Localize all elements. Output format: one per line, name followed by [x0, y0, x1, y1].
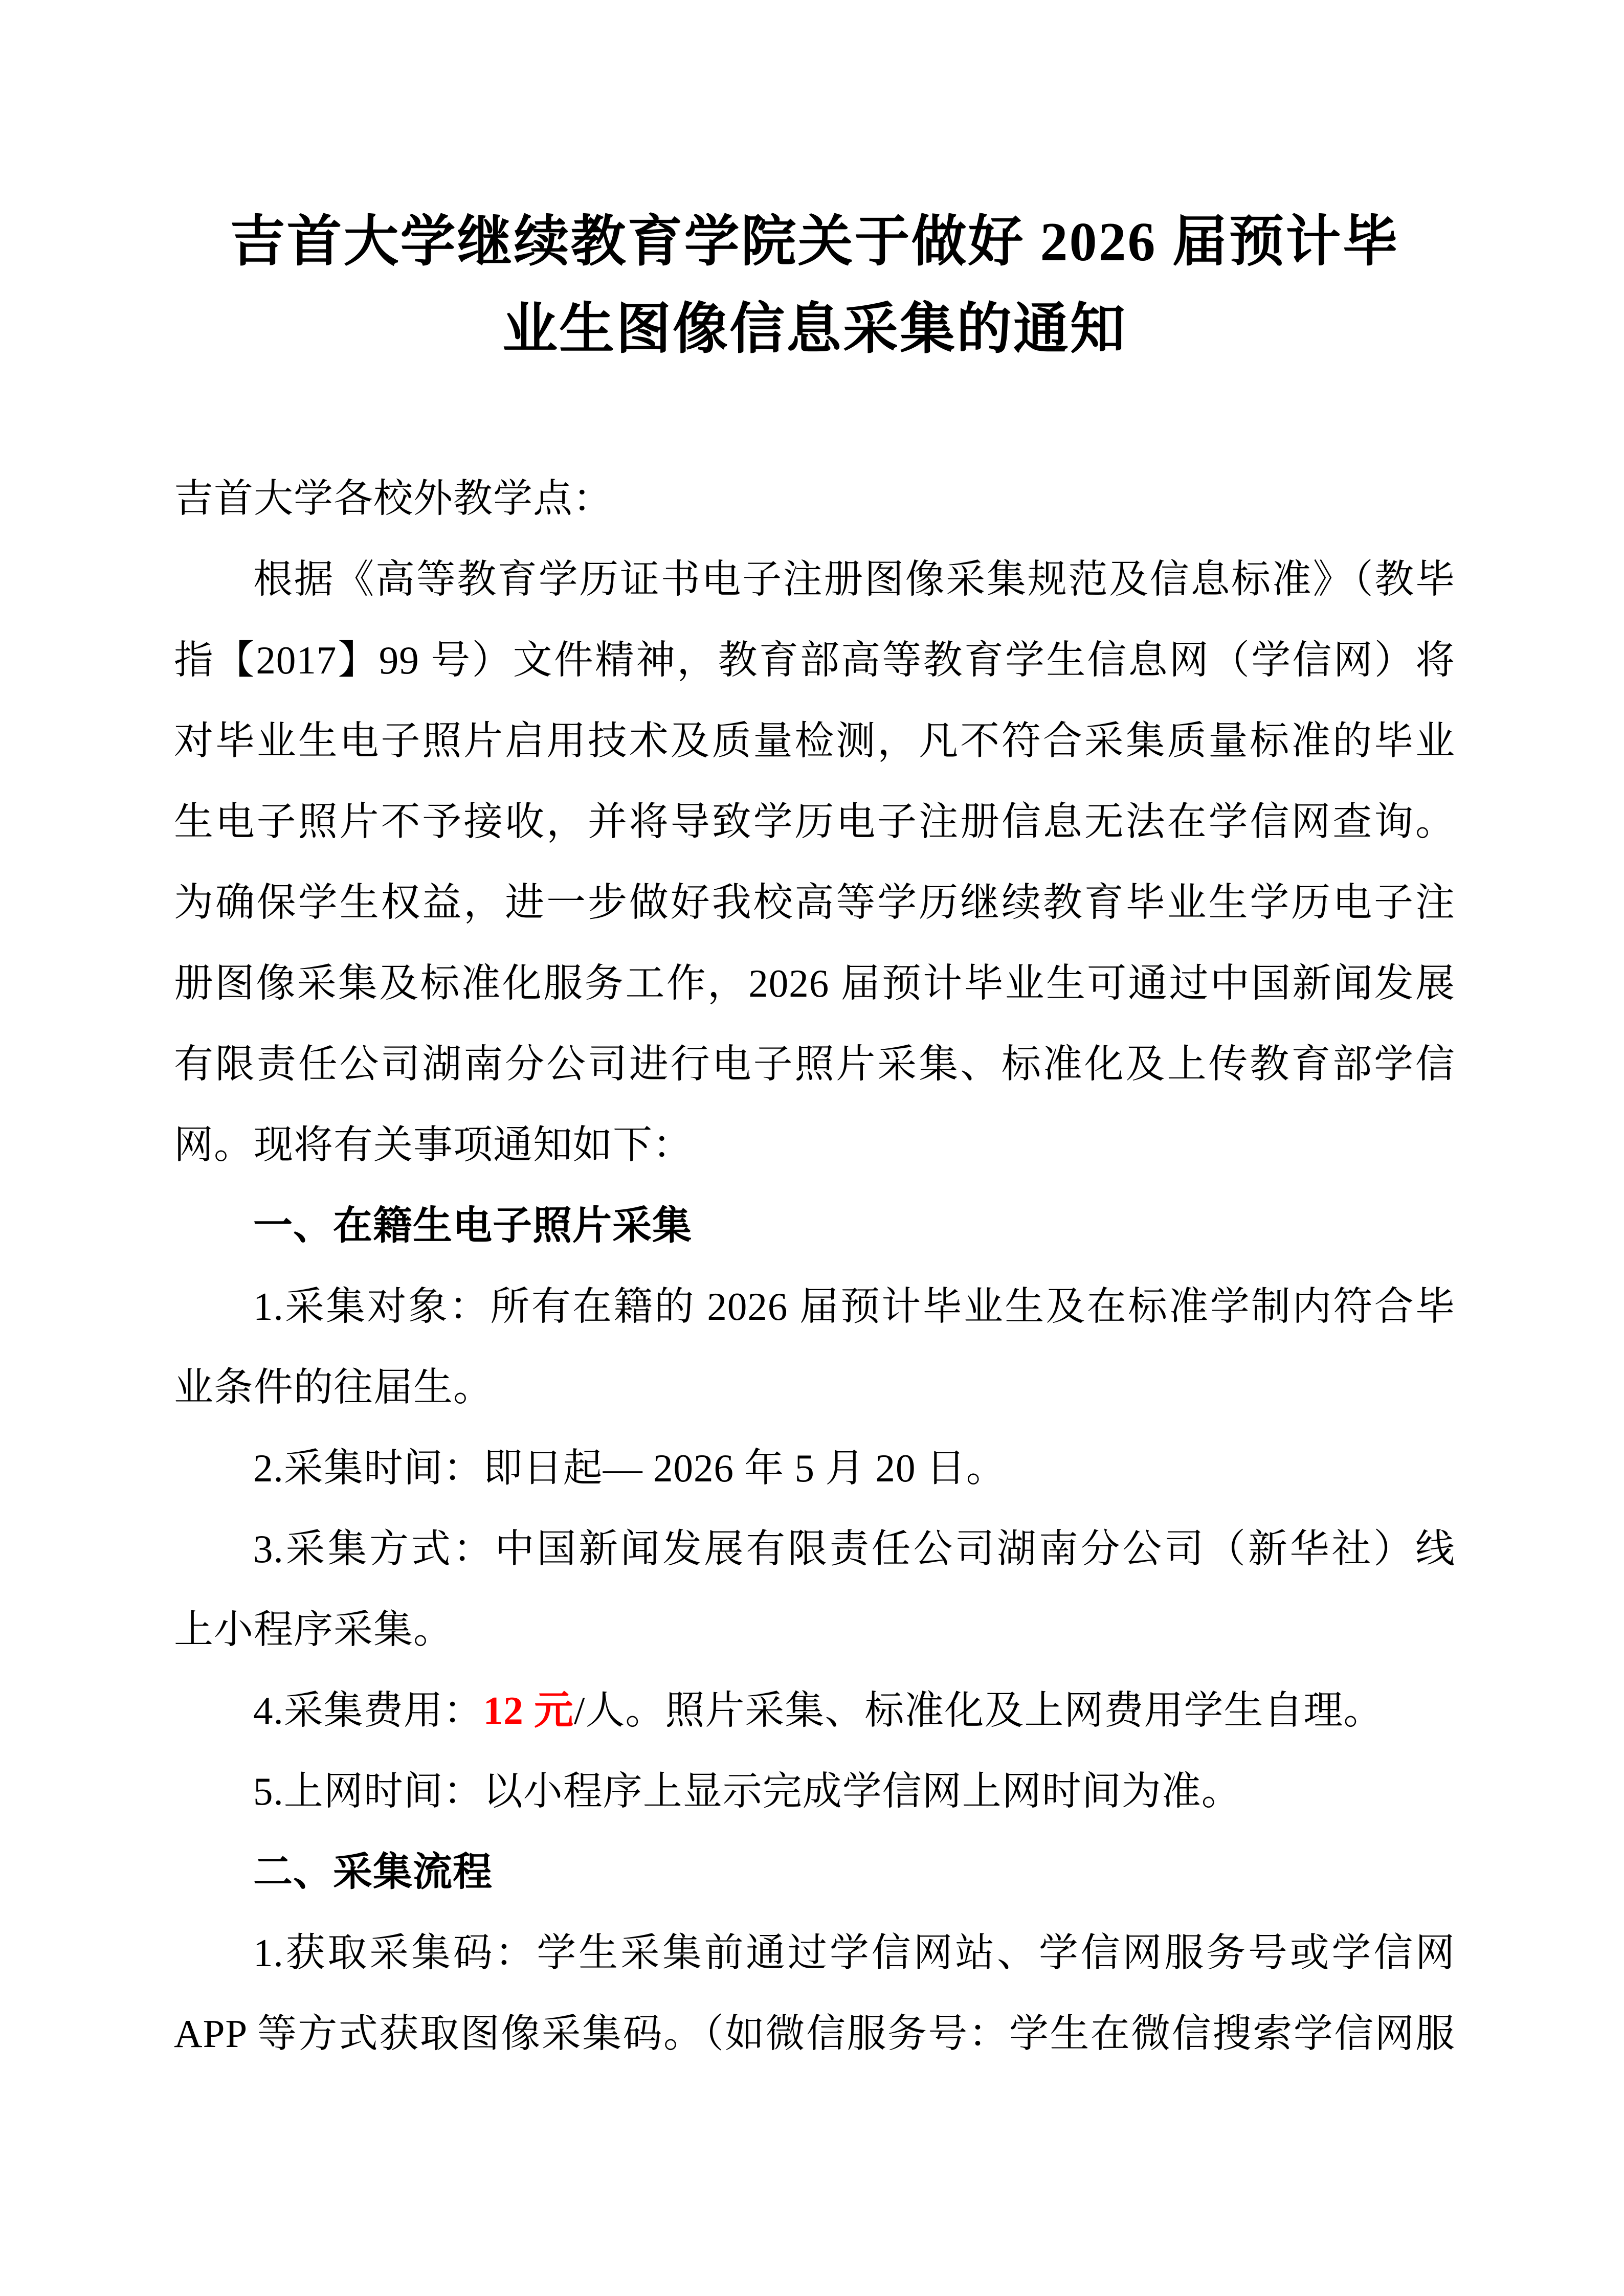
intro-line-8: 网。现将有关事项通知如下： [174, 1123, 693, 1167]
section-1-item-4 [174, 1670, 1455, 1751]
section-1-item-1-line-2: 业条件的往届生。 [174, 1365, 493, 1409]
section-2-heading: 二、采集流程 [253, 1850, 493, 1894]
intro-line-6: 册图像采集及标准化服务工作，2026 届预计毕业生可通过中国新闻发展 [174, 961, 1455, 1005]
intro-line-5: 为确保学生权益，进一步做好我校高等学历继续教育毕业生学历电子注 [174, 881, 1455, 925]
section-1-item-2: 2.采集时间：即日起— 2026 年 5 月 20 日。 [253, 1446, 1006, 1490]
intro-line-7: 有限责任公司湖南分公司进行电子照片采集、标准化及上传教育部学信 [174, 1042, 1455, 1086]
salutation: 吉首大学各校外教学点： [174, 477, 613, 521]
intro-line-2: 指【2017】99 号）文件精神，教育部高等教育学生信息网（学信网）将 [174, 638, 1455, 682]
section-1-item-5: 5.上网时间：以小程序上显示完成学信网上网时间为准。 [253, 1769, 1241, 1813]
fee-label: 4.采集费用： [253, 1689, 483, 1732]
title-line-1: 吉首大学继续教育学院关于做好 2026 届预计毕 [230, 212, 1399, 273]
fee-amount: 12 元 [483, 1689, 574, 1732]
intro-line-3: 对毕业生电子照片启用技术及质量检测，凡不符合采集质量标准的毕业 [174, 719, 1455, 763]
section-1-item-3-line-2: 上小程序采集。 [174, 1608, 453, 1652]
section-1-heading: 一、在籍生电子照片采集 [253, 1204, 692, 1248]
fee-note: /人。照片采集、标准化及上网费用学生自理。 [574, 1689, 1384, 1732]
document-title [174, 198, 1455, 373]
section-2-item-1-line-1: 1.获取采集码：学生采集前通过学信网站、学信网服务号或学信网 [253, 1931, 1455, 1975]
document-body [174, 458, 1455, 2074]
section-1-item-3-line-1: 3.采集方式：中国新闻发展有限责任公司湖南分公司（新华社）线 [253, 1527, 1455, 1571]
section-1-item-1-line-1: 1.采集对象：所有在籍的 2026 届预计毕业生及在标准学制内符合毕 [253, 1285, 1455, 1329]
intro-line-1: 根据《高等教育学历证书电子注册图像采集规范及信息标准》（教毕 [253, 557, 1455, 601]
section-2-item-1-line-2: APP 等方式获取图像采集码。（如微信服务号：学生在微信搜索学信网服 [174, 2012, 1455, 2056]
intro-line-4: 生电子照片不予接收，并将导致学历电子注册信息无法在学信网查询。 [174, 800, 1455, 844]
title-line-2: 业生图像信息采集的通知 [502, 299, 1127, 360]
